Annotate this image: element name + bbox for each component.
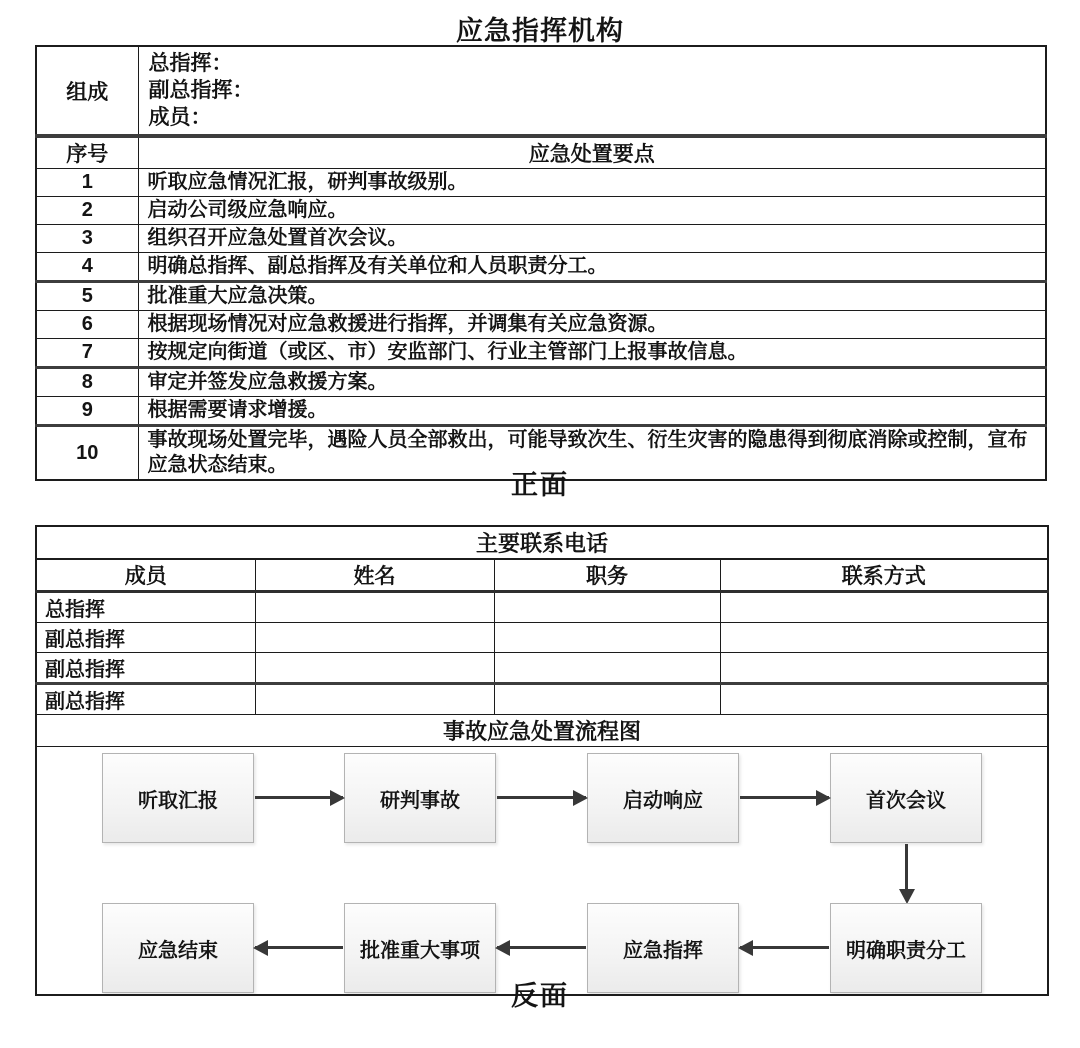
table-row [36,169,1046,197]
row-number-cell: 1 [36,169,138,197]
row-number-cell: 3 [36,225,138,253]
table-row [36,684,1048,715]
row-number-cell: 4 [36,253,138,282]
members-line: 成员： [148,106,212,129]
member-cell: 副总指挥 [36,653,255,684]
org-table [35,45,1047,481]
flowchart-title: 事故应急处置流程图 [36,715,1048,747]
flow-step-listen-report: 听取汇报 [102,753,254,843]
flowchart [37,747,1047,994]
flowchart-title-row [36,715,1048,747]
table-row [36,339,1046,368]
flow-step-first-meeting: 首次会议 [830,753,982,843]
point-text-cell: 审定并签发应急救援方案。 [138,368,1046,397]
table-row [36,282,1046,311]
flow-step-clarify-duties: 明确职责分工 [830,903,982,993]
name-cell [255,592,494,623]
row-number-cell: 2 [36,197,138,225]
row-number-cell: 8 [36,368,138,397]
name-cell [255,684,494,715]
contact-cell [720,623,1048,653]
table-row [36,397,1046,426]
contact-table [35,525,1049,996]
position-cell [494,684,720,715]
arrow-down-icon [905,844,908,890]
flow-step-emergency-command: 应急指挥 [587,903,739,993]
table-row [36,311,1046,339]
table-row [36,225,1046,253]
point-text-cell: 根据现场情况对应急救援进行指挥，并调集有关应急资源。 [138,311,1046,339]
point-text-cell: 根据需要请求增援。 [138,397,1046,426]
name-header-cell: 姓名 [255,559,494,592]
contact-table-title-row [36,526,1048,559]
position-header-cell: 职务 [494,559,720,592]
contact-cell [720,684,1048,715]
page-title: 应急指挥机构 [456,16,624,46]
arrow-right-icon [740,796,829,799]
table-row [36,653,1048,684]
point-text-cell: 事故现场处置完毕，遇险人员全部救出，可能导致次生、衍生灾害的隐患得到彻底消除或控制，宣布应急状态结束。 [138,426,1046,481]
points-header-cell: 应急处置要点 [138,136,1046,169]
member-cell: 副总指挥 [36,684,255,715]
point-text-cell: 批准重大应急决策。 [138,282,1046,311]
table-row [36,368,1046,397]
row-number-cell: 7 [36,339,138,368]
flowchart-row [36,747,1048,996]
point-text-cell: 启动公司级应急响应。 [138,197,1046,225]
flow-step-start-response: 启动响应 [587,753,739,843]
point-text-cell: 组织召开应急处置首次会议。 [138,225,1046,253]
arrow-left-icon [255,946,343,949]
table-row [36,623,1048,653]
flow-step-emergency-end: 应急结束 [102,903,254,993]
chief-commander-line: 总指挥： [148,52,233,75]
flow-step-assess-accident: 研判事故 [344,753,496,843]
arrow-left-icon [497,946,586,949]
member-cell: 副总指挥 [36,623,255,653]
composition-content-cell [138,46,1046,136]
contact-header-cell: 联系方式 [720,559,1048,592]
member-cell: 总指挥 [36,592,255,623]
position-cell [494,623,720,653]
flowchart-cell [36,747,1048,996]
point-text-cell: 按规定向街道（或区、市）安监部门、行业主管部门上报事故信息。 [138,339,1046,368]
table-row [36,253,1046,282]
row-number-cell: 9 [36,397,138,426]
composition-row [36,46,1046,136]
position-cell [494,653,720,684]
table-row [36,197,1046,225]
contact-cell [720,592,1048,623]
point-text-cell: 明确总指挥、副总指挥及有关单位和人员职责分工。 [138,253,1046,282]
contact-table-title: 主要联系电话 [36,526,1048,559]
composition-label-cell: 组成 [36,46,138,136]
name-cell [255,653,494,684]
front-side-label: 正面 [511,470,569,500]
row-number-cell: 5 [36,282,138,311]
position-cell [494,592,720,623]
org-table-header-row [36,136,1046,169]
point-text-cell: 听取应急情况汇报，研判事故级别。 [138,169,1046,197]
no-header-cell: 序号 [36,136,138,169]
contact-table-header-row [36,559,1048,592]
name-cell [255,623,494,653]
arrow-right-icon [497,796,586,799]
arrow-right-icon [255,796,343,799]
back-side-label: 反面 [511,981,569,1011]
row-number-cell: 6 [36,311,138,339]
arrow-left-icon [740,946,829,949]
flow-step-approve-major-items: 批准重大事项 [344,903,496,993]
contact-cell [720,653,1048,684]
member-header-cell: 成员 [36,559,255,592]
row-number-cell: 10 [36,426,138,481]
deputy-commander-line: 副总指挥： [148,79,254,102]
table-row [36,592,1048,623]
